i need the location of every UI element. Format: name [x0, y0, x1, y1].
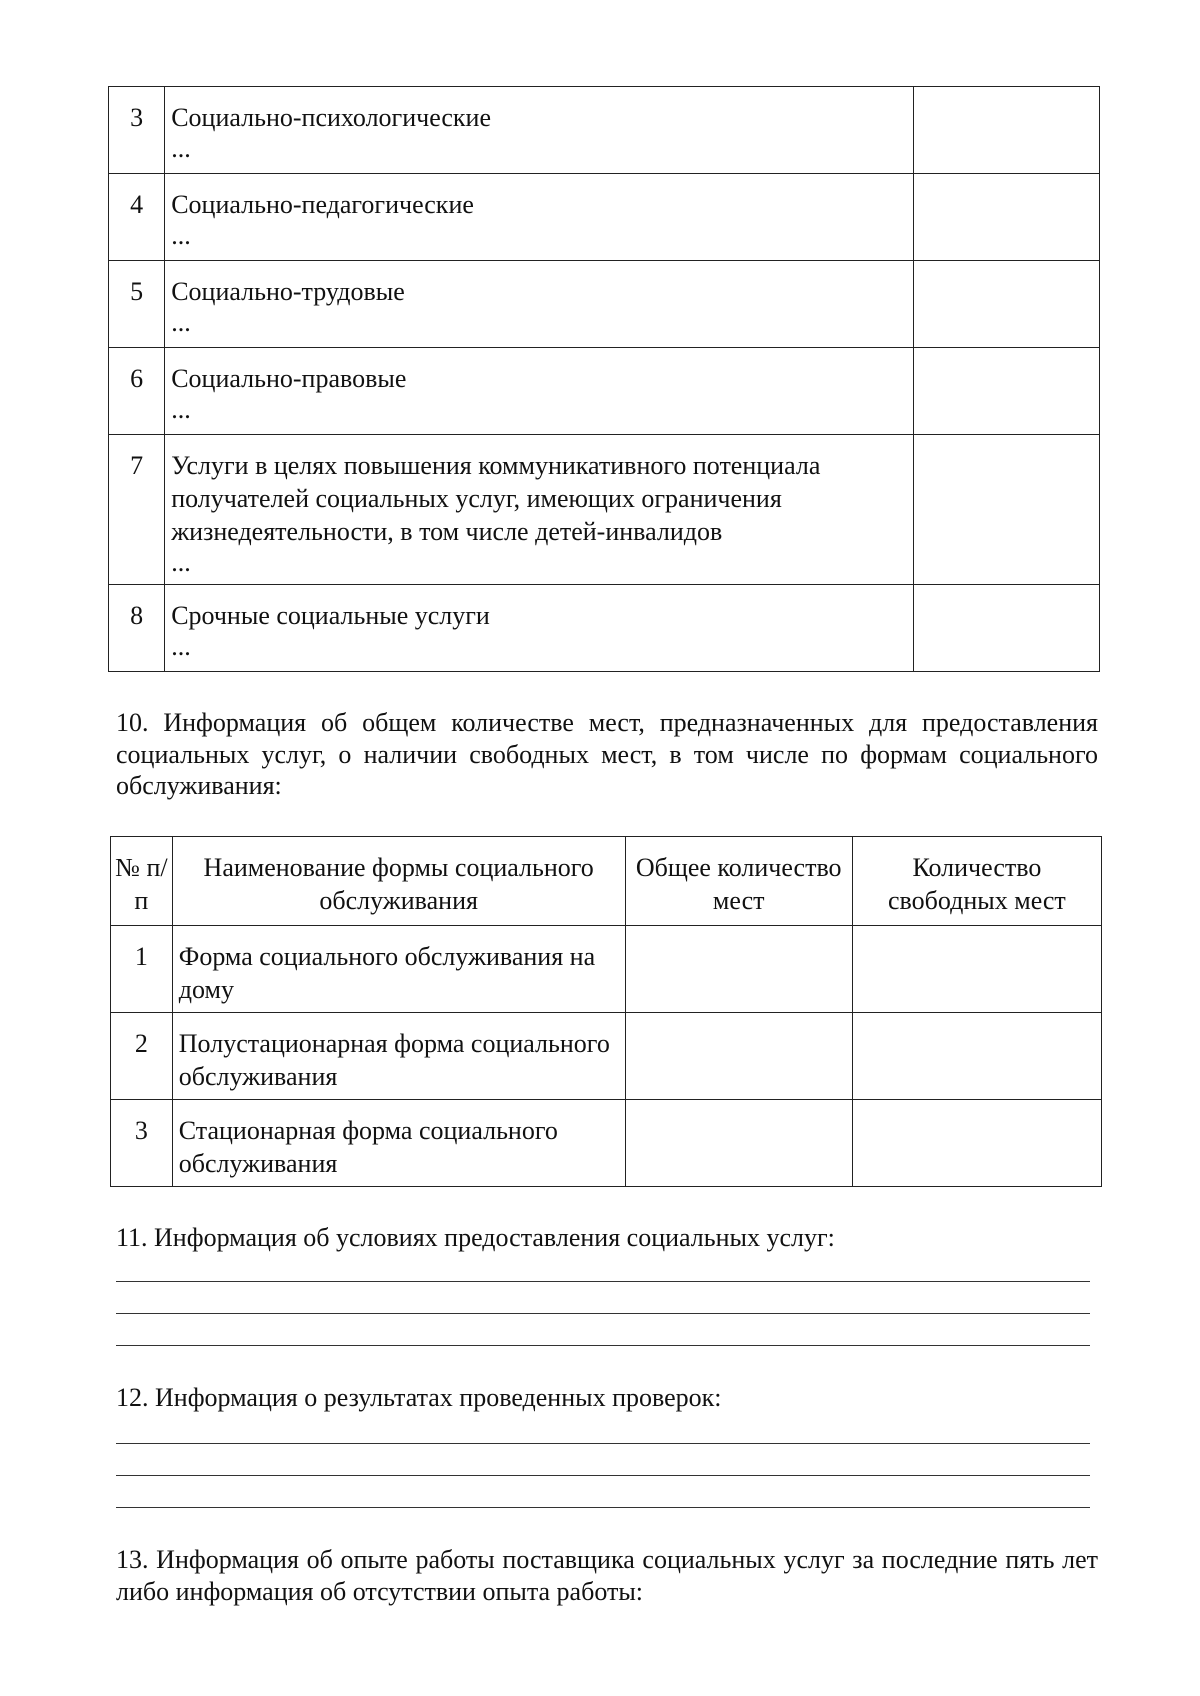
- service-type-name: Срочные социальные услуги: [171, 601, 490, 630]
- fill-line: [116, 1313, 1090, 1314]
- row-number: 6: [109, 348, 165, 435]
- section-13-text: 13. Информация об опыте работы поставщика социальных услуг за последние пять лет либо информация об отсутствии опыта работы:: [116, 1545, 1098, 1606]
- table-row: [109, 585, 1100, 672]
- places-table: [110, 836, 1102, 1187]
- service-type-name: Социально-правовые: [171, 364, 407, 393]
- service-type-name: Социально-трудовые: [171, 277, 405, 306]
- ellipsis: ...: [171, 221, 191, 250]
- free-places: [852, 1013, 1101, 1100]
- total-places: [625, 926, 852, 1013]
- service-type-cell: [165, 87, 914, 174]
- section-10-text: 10. Информация об общем количестве мест, предназначенных для предоставления социальных услуг, о наличии свободных мест, в том числе по формам социального обслуживания:: [116, 708, 1098, 800]
- row-number: 3: [111, 1100, 173, 1187]
- service-type-cell: [165, 261, 914, 348]
- form-name: Полустационарная форма социального обслуживания: [172, 1013, 625, 1100]
- service-type-name: Социально-педагогические: [171, 190, 474, 219]
- form-name: Стационарная форма социального обслуживания: [172, 1100, 625, 1187]
- service-type-cell: [165, 174, 914, 261]
- row-number: 5: [109, 261, 165, 348]
- fill-line: [116, 1443, 1090, 1444]
- value-cell: [914, 585, 1100, 672]
- header-total-places: Общее количество мест: [625, 837, 852, 926]
- service-type-cell: [165, 585, 914, 672]
- ellipsis: ...: [171, 134, 191, 163]
- value-cell: [914, 174, 1100, 261]
- header-free-places: Количество свободных мест: [852, 837, 1101, 926]
- fill-line: [116, 1507, 1090, 1508]
- fill-line: [116, 1345, 1090, 1346]
- row-number: 1: [111, 926, 173, 1013]
- table-row: [111, 1100, 1102, 1187]
- value-cell: [914, 435, 1100, 585]
- row-number: 2: [111, 1013, 173, 1100]
- ellipsis: ...: [171, 548, 191, 577]
- value-cell: [914, 261, 1100, 348]
- total-places: [625, 1013, 852, 1100]
- service-type-cell: [165, 348, 914, 435]
- header-form-name: Наименование формы социального обслуживания: [172, 837, 625, 926]
- value-cell: [914, 348, 1100, 435]
- ellipsis: ...: [171, 632, 191, 661]
- fill-line: [116, 1475, 1090, 1476]
- total-places: [625, 1100, 852, 1187]
- table-row: [111, 926, 1102, 1013]
- free-places: [852, 926, 1101, 1013]
- ellipsis: ...: [171, 395, 191, 424]
- table-row: [109, 174, 1100, 261]
- row-number: 7: [109, 435, 165, 585]
- service-type-name: Услуги в целях повышения коммуникативного потенциала получателей социальных услуг, имеющих ограничения жизнедеятельности, в том числе детей-инвалидов: [171, 451, 821, 546]
- service-type-name: Социально-психологические: [171, 103, 492, 132]
- fill-line: [116, 1281, 1090, 1282]
- table-header-row: [111, 837, 1102, 926]
- ellipsis: ...: [171, 308, 191, 337]
- value-cell: [914, 87, 1100, 174]
- services-table: [108, 86, 1100, 672]
- section-12-text: 12. Информация о результатах проведенных проверок:: [116, 1383, 722, 1412]
- section-11-text: 11. Информация об условиях предоставления социальных услуг:: [116, 1223, 835, 1252]
- table-row: [109, 87, 1100, 174]
- service-type-cell: [165, 435, 914, 585]
- table-row: [111, 1013, 1102, 1100]
- row-number: 3: [109, 87, 165, 174]
- table-row: [109, 261, 1100, 348]
- header-number: № п/п: [111, 837, 173, 926]
- form-name: Форма социального обслуживания на дому: [172, 926, 625, 1013]
- table-row: [109, 435, 1100, 585]
- free-places: [852, 1100, 1101, 1187]
- table-row: [109, 348, 1100, 435]
- row-number: 4: [109, 174, 165, 261]
- row-number: 8: [109, 585, 165, 672]
